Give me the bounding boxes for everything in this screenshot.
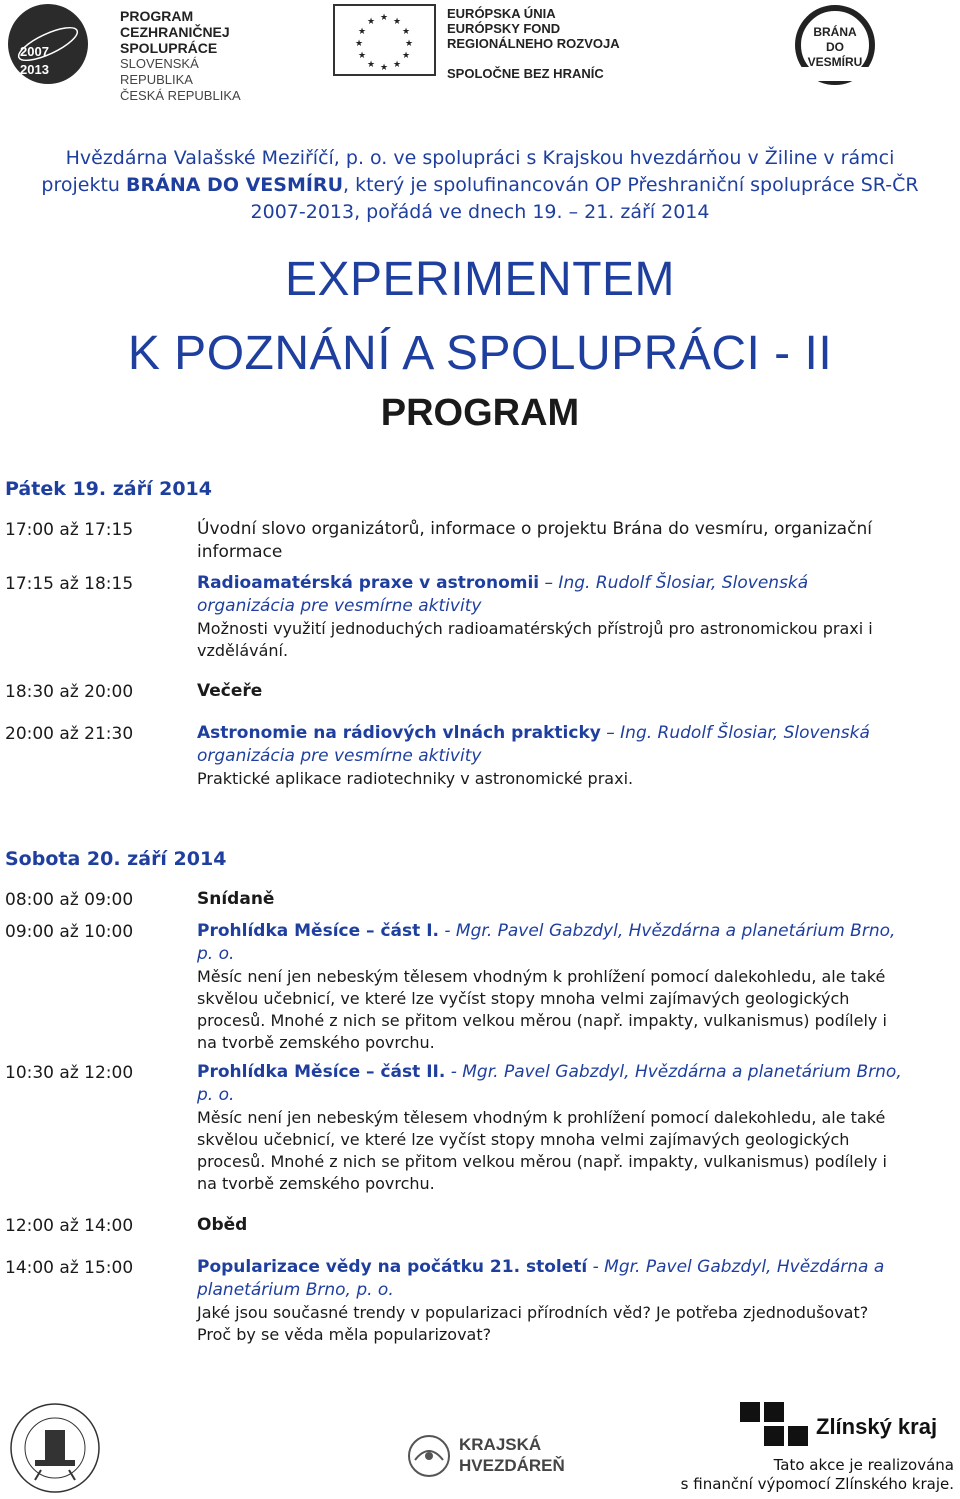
observatory-seal-logo	[5, 1400, 105, 1495]
program-years-emblem	[8, 4, 88, 84]
schedule-time: 12:00 až 14:00	[5, 1216, 134, 1236]
schedule-time: 20:00 až 21:30	[5, 724, 134, 744]
entry-title: Snídaně	[197, 889, 275, 909]
svg-text:★: ★	[379, 13, 389, 23]
program-line: PROGRAM	[120, 8, 194, 24]
day-heading-friday: Pátek 19. září 2014	[5, 478, 212, 500]
intro-paragraph	[0, 145, 960, 226]
schedule-entry	[197, 1256, 907, 1346]
program-year-end: 2013	[20, 62, 49, 77]
entry-speaker: - Mgr. Pavel Gabzdyl, Hvězdárna a planetárium Brno, p. o.	[197, 1257, 885, 1300]
kh-line: HVEZDÁREŇ	[459, 1456, 565, 1475]
program-heading: PROGRAM	[380, 392, 580, 434]
svg-text:★: ★	[401, 27, 411, 37]
schedule-entry	[197, 572, 907, 662]
entry-title: Úvodní slovo organizátorů, informace o projektu Brána do vesmíru, organizační informace	[197, 519, 872, 562]
entry-speaker: - Mgr. Pavel Gabzdyl, Hvězdárna a planetárium Brno, p. o.	[197, 1062, 902, 1105]
svg-text:★: ★	[366, 17, 376, 27]
svg-text:★: ★	[392, 60, 402, 70]
program-line: ČESKÁ REPUBLIKA	[120, 88, 241, 103]
svg-text:★: ★	[392, 17, 402, 27]
day-heading-saturday: Sobota 20. září 2014	[5, 848, 227, 870]
svg-text:★: ★	[379, 63, 389, 73]
intro-text: projektu	[41, 174, 127, 196]
entry-title: Astronomie na rádiových vlnách prakticky	[197, 723, 601, 743]
schedule-time: 08:00 až 09:00	[5, 890, 134, 910]
schedule-entry	[197, 722, 907, 790]
eu-line: EURÓPSKA ÚNIA	[447, 6, 556, 21]
brana-logo-text	[780, 25, 890, 70]
zlinsky-kraj-icon	[740, 1402, 810, 1448]
intro-line: Hvězdárna Valašské Meziříčí, p. o. ve spolupráci s Krajskou hvezdárňou v Žiline v rámci	[65, 147, 895, 169]
schedule-time: 14:00 až 15:00	[5, 1258, 134, 1278]
eu-fund-logo	[333, 4, 653, 86]
entry-description: Měsíc není jen nebeským tělesem vhodným k prohlížení pomocí dalekohledu, ale také skvělou učebnicí, ve které lze vyčíst stopy mnoha velmi zajímavých geologických procesů. Mnohé z nich se přitom velkou měrou (např. impakty, vulkanismus) podílely i na tvorbě zemského povrchu.	[197, 967, 887, 1052]
eu-logo-text	[447, 6, 620, 51]
funding-note	[681, 1456, 954, 1494]
funding-line: s finanční výpomocí Zlínského kraje.	[680, 1475, 954, 1493]
entry-description: Praktické aplikace radiotechniky v astronomické praxi.	[197, 769, 634, 788]
eu-slogan: SPOLOČNE BEZ HRANÍC	[447, 66, 604, 81]
schedule-entry	[197, 680, 907, 703]
eu-line: REGIONÁLNEHO ROZVOJA	[447, 36, 620, 51]
entry-speaker: - Mgr. Pavel Gabzdyl, Hvězdárna a planetárium Brno, p. o.	[197, 921, 896, 964]
schedule-entry	[197, 518, 907, 564]
event-title-line-1: EXPERIMENTEM	[284, 253, 676, 306]
entry-title: Prohlídka Měsíce – část I.	[197, 921, 439, 941]
intro-line: 2007-2013, pořádá ve dnech 19. – 21. září 2014	[250, 201, 710, 223]
svg-text:★: ★	[357, 27, 367, 37]
kh-line: KRAJSKÁ	[459, 1435, 542, 1454]
funding-line: Tato akce je realizována	[773, 1456, 954, 1474]
program-line: CEZHRANIČNEJ	[120, 24, 230, 40]
schedule-entry	[197, 1214, 907, 1237]
entry-description: Jaké jsou současné trendy v popularizaci přírodních věd? Je potřeba zjednodušovat? Proč by se věda měla popularizovat?	[197, 1303, 869, 1344]
zlinsky-kraj-label: Zlínský kraj	[816, 1414, 938, 1439]
krajska-hvezdaren-logo	[405, 1432, 565, 1480]
svg-text:★: ★	[401, 51, 411, 61]
program-line: SPOLUPRÁCE	[120, 40, 218, 56]
program-logo-text	[120, 8, 263, 104]
entry-title: Oběd	[197, 1215, 248, 1235]
schedule-entry	[197, 888, 907, 911]
schedule-entry	[197, 1061, 907, 1195]
entry-title: Popularizace vědy na počátku 21. století	[197, 1257, 588, 1277]
entry-speaker: – Ing. Rudolf Šlosiar, Slovenská organizácia pre vesmírne aktivity	[197, 573, 809, 616]
project-name: BRÁNA DO VESMÍRU	[126, 174, 343, 196]
program-line: SLOVENSKÁ REPUBLIKA	[120, 56, 199, 87]
eu-flag-icon	[333, 4, 436, 76]
svg-text:★: ★	[366, 60, 376, 70]
intro-line	[0, 172, 960, 199]
entry-title: Prohlídka Měsíce – část II.	[197, 1062, 446, 1082]
schedule-time: 18:30 až 20:00	[5, 682, 134, 702]
krajska-hvezdaren-icon	[405, 1432, 453, 1480]
entry-speaker: – Ing. Rudolf Šlosiar, Slovenská organizácia pre vesmírne aktivity	[197, 723, 870, 766]
svg-text:★: ★	[404, 39, 414, 49]
brana-do-vesmiru-logo	[780, 5, 890, 85]
schedule-time: 17:15 až 18:15	[5, 574, 134, 594]
entry-title: Večeře	[197, 681, 263, 701]
svg-text:★: ★	[354, 39, 364, 49]
eu-line: EURÓPSKY FOND	[447, 21, 561, 36]
svg-text:★: ★	[357, 51, 367, 61]
intro-text: , který je spolufinancován OP Přeshraniční spolupráce SR-ČR	[343, 174, 919, 196]
entry-title: Radioamatérská praxe v astronomii	[197, 573, 540, 593]
telescope-seal-icon	[5, 1400, 105, 1495]
entry-description: Možnosti využití jednoduchých radioamatérských přístrojů pro astronomickou praxi i vzdělávání.	[197, 619, 873, 660]
krajska-hvezdaren-text	[459, 1434, 565, 1476]
zlinsky-kraj-logo	[740, 1402, 940, 1452]
brana-line: BRÁNA	[813, 25, 857, 39]
entry-description: Měsíc není jen nebeským tělesem vhodným k prohlížení pomocí dalekohledu, ale také skvělou učebnicí, ve které lze vyčíst stopy mnoha velmi zajímavých geologických procesů. Mnohé z nich se přitom velkou měrou (např. impakty, vulkanismus) podílely i na tvorbě zemského povrchu.	[197, 1108, 887, 1193]
schedule-time: 09:00 až 10:00	[5, 922, 134, 942]
brana-line: DO	[826, 40, 844, 54]
brana-line: VESMÍRU	[807, 55, 863, 69]
schedule-entry	[197, 920, 907, 1054]
schedule-time: 10:30 až 12:00	[5, 1063, 134, 1083]
header-logos	[0, 0, 960, 110]
event-title-line-2: K POZNÁNÍ A SPOLUPRÁCI - II	[127, 327, 833, 380]
schedule-time: 17:00 až 17:15	[5, 520, 134, 540]
program-year-start: 2007	[20, 44, 49, 59]
cross-border-program-logo	[8, 4, 263, 103]
